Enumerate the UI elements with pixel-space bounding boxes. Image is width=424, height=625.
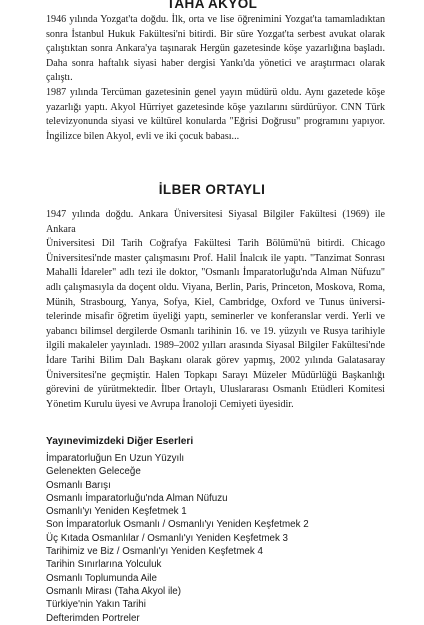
bio-line-taha-akyol: 1946 yılında Yozgat'ta doğdu. İlk, orta ve lise öğrenimini Yozgat'ta tamamladıktan — [46, 14, 385, 25]
other-works-item: Defterimden Portreler — [46, 612, 140, 624]
bio-line-taha-akyol: çalıştıktan sonra Ankara'ya taşınarak Hergün gazetesinde köşe yazarlığına başladı. — [46, 43, 385, 55]
other-works-item: İmparatorluğun En Uzun Yüzyılı — [46, 453, 185, 464]
other-works-item: Tarihin Sınırlarına Yolculuk — [46, 559, 162, 571]
other-works-list — [46, 452, 309, 625]
bio-line-ilber-ortayli: Üniversitesi Dil Tarih Coğrafya Fakültesi Tarih Bölümü'nü bitirdi. Chicago — [46, 238, 385, 250]
other-works-item: Üç Kıtada Osmanlılar / Osmanlı'yı Yeniden Keşfetmek 3 — [46, 532, 289, 544]
bio-line-ilber-ortayli: İdare Tarihi Bilim Dalı Başkanı olarak görev yapmış, 2002 yılında Galatasaray — [46, 354, 385, 366]
bio-line-taha-akyol: sonra İstanbul Hukuk Fakültesi'ni bitirdi. Bir süre Yozgat'ta serbest avukat olarak — [46, 28, 385, 40]
other-works-item: Osmanlı Toplumunda Aile — [46, 572, 157, 584]
other-works-item: Osmanlı İmparatorluğu'nda Alman Nüfuzu — [46, 492, 228, 504]
author-heading-ilber-ortayli: İLBER ORTAYLI — [158, 182, 266, 197]
bio-line-ilber-ortayli: Üniversitesi'nde master çalışmasını Prof. Halil İnalcık ile yaptı. "Tanzimat Sonrası — [46, 252, 385, 264]
bio-line-ilber-ortayli: adlı çalışmasıyla da doçent oldu. Viyana, Berlin, Paris, Princeton, Moskova, Roma, — [46, 281, 385, 293]
author-bio-taha-akyol — [46, 13, 385, 144]
bio-line-ilber-ortayli: telerinde misafir öğretim üyeliği yaptı, seminerler ve konferanslar verdi. Yerli ve — [46, 311, 385, 323]
bio-line-ilber-ortayli: Münih, Strasbourg, Yanya, Sofya, Kiel, Cambridge, Oxford ve Tunus üniversi- — [46, 296, 385, 308]
bio-line-ilber-ortayli: 1947 yılında doğdu. Ankara Üniversitesi Siyasal Bilgiler Fakültesi (1969) ile Ankara — [46, 209, 385, 235]
bio-line-taha-akyol: 1987 yılında Tercüman gazetesinin genel yayın müdürü oldu. Aynı gazetede köşe — [46, 86, 385, 98]
bio-line-taha-akyol: Daha sonra haftalık siyasi haber dergisi Yankı'da yönetici ve araştırmacı olarak çalıştı. — [46, 57, 385, 84]
other-works-item: Türkiye'nin Yakın Tarihi — [46, 599, 146, 611]
bio-line-ilber-ortayli: Mahalli İdareler" adlı tezi ile doktor, "Osmanlı İmparatorluğu'nda Alman Nüfuzu" — [46, 267, 385, 279]
bio-line-ilber-ortayli: Üniversitesi'ne geçmiştir. Halen Topkapı Sarayı Müzeler Müdürlüğü Başkanlığı — [46, 369, 385, 381]
bio-line-taha-akyol: İngilizce bilen Akyol, evli ve iki çocuk babası... — [46, 130, 240, 142]
other-works-heading: Yayınevimizdeki Diğer Eserleri — [46, 436, 194, 447]
bio-line-ilber-ortayli: görevini de yürütmektedir. İlber Ortaylı, Uluslararası Osmanlı Etüdleri Komitesi — [46, 384, 385, 396]
other-works-item: Osmanlı Barışı — [46, 479, 111, 491]
other-works-item: Gelenekten Geleceğe — [46, 466, 141, 478]
bio-line-ilber-ortayli: Yönetim Kurulu üyesi ve Avrupa İranoloji Cemiyeti üyesidir. — [46, 398, 294, 410]
author-bio-ilber-ortayli — [46, 208, 385, 412]
bio-line-ilber-ortayli: yabancı bilimsel dergilerde Osmanlı tarihinin 16. ve 19. yüzyılı ve Rusya tarihiyle — [46, 325, 385, 337]
bio-line-taha-akyol: yazarlığı yaptı. Akyol Hürriyet gazetesinde köşe yazılarını sürdürüyor. CNN Türk — [46, 101, 385, 113]
other-works-item: Osmanlı Mirası (Taha Akyol ile) — [46, 585, 182, 597]
other-works-item: Son İmparatorluk Osmanlı / Osmanlı'yı Yeniden Keşfetmek 2 — [46, 519, 309, 531]
bio-line-ilber-ortayli: ilgili makaleler yayınladı. 1989–2002 yılları arasında Siyasal Bilgiler Fakültesi'nde — [46, 340, 385, 352]
other-works-item: Osmanlı'yı Yeniden Keşfetmek 1 — [46, 506, 187, 518]
bio-line-taha-akyol: televizyonunda siyasi ve kültürel konularda "Eğrisi Doğrusu" programını yapıyor. — [46, 116, 385, 128]
author-heading-taha-akyol: TAHA AKYOL — [166, 0, 258, 11]
other-works-item: Tarihimiz ve Biz / Osmanlı'yı Yeniden Keşfetmek 4 — [46, 546, 263, 558]
